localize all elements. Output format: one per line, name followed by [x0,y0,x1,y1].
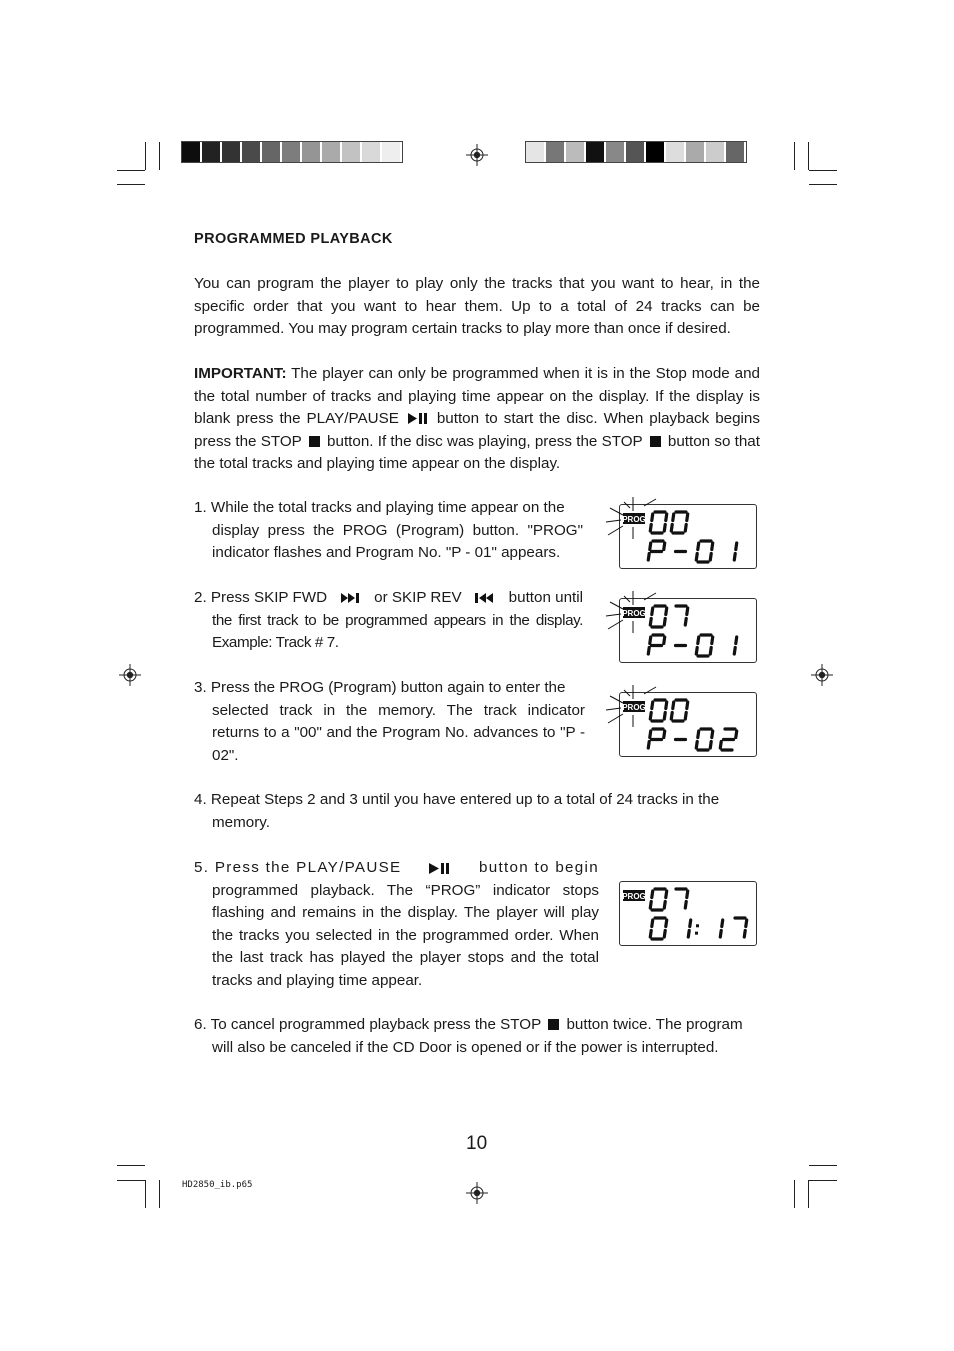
step-number: 3. [194,679,207,696]
step-2 [194,587,583,655]
crop-mark [809,170,837,171]
skip-fwd-icon [341,593,361,603]
step-number: 5. [194,859,210,876]
lcd-digit [696,635,712,656]
lcd-digit [648,729,664,748]
svg-text:PROG: PROG [622,703,646,712]
lcd-digit [696,541,712,562]
important-text-2: button to start the disc. When playback begins press the STOP [194,410,760,450]
registration-crosshair-icon [119,664,141,686]
crop-mark [808,142,809,170]
step-text: While the total tracks and playing time appear on the [210,499,565,516]
crop-mark [794,142,795,170]
step-text: the first track to be programmed appears in the display. Example: Track # 7. [212,611,583,651]
step-1 [194,497,583,565]
step-text: button to begin [478,859,599,876]
important-label: IMPORTANT: [194,365,287,382]
lcd-digit [688,920,690,937]
step-text: selected track in the memory. The track indicator returns to a "00" and the Program No. advances to "P - 02". [212,701,585,764]
step-text: will also be canceled if the CD Door is opened or if the power is interrupted. [212,1038,719,1056]
step-text: or SKIP REV [374,589,462,606]
registration-crosshair-icon [811,664,833,686]
lcd-digit [648,541,664,560]
step-number: 6. [194,1016,207,1033]
crop-mark [808,1180,809,1208]
stop-icon [548,1019,559,1030]
lcd-digit [676,606,688,625]
important-paragraph [194,363,760,476]
intro-paragraph: You can program the player to play only the tracks that you want to hear, in the specific order that you want to hear them. Up to a total of 24 tracks can be programmed. You may program certain tracks to play more than once if desired. [194,275,760,337]
prog-indicator [622,890,646,901]
step-text: display press the PROG (Program) button. "PROG" indicator flashes and Program No. "P - 01" appears. [212,521,583,561]
prog-indicator [622,607,646,618]
skip-rev-icon [475,593,495,603]
lcd-colon [695,924,699,934]
lcd-digit [696,729,712,750]
play-pause-icon [429,863,451,874]
step-text: Press the PLAY/PAUSE [214,859,402,876]
step-text: Press the PROG (Program) button again to enter the [210,679,566,696]
lcd-display-1 [619,504,757,569]
lcd-digit [650,606,666,627]
svg-text:PROG: PROG [622,892,646,901]
lcd-digit [720,729,736,750]
step-text: Press SKIP FWD [210,589,328,606]
prog-indicator [622,701,646,712]
lcd-digit [734,543,736,560]
crop-mark [145,142,146,170]
lcd-display-4 [619,881,757,946]
gray-calibration-bar-right [525,141,747,163]
crop-mark [159,142,160,170]
step-3 [194,677,585,767]
crop-mark [809,184,837,185]
section-heading: PROGRAMMED PLAYBACK [194,231,393,247]
stop-icon [309,436,320,447]
step-text: programmed playback. The “PROG” indicator stops flashing and remains in the display. The player will play the tracks you selected in the programmed order. When the last track has played the player stops and the total tracks and playing time appear. [212,881,599,989]
crop-mark [117,1165,145,1166]
play-pause-icon [408,413,428,424]
lcd-digit [735,918,747,937]
stop-icon [650,436,661,447]
lcd-digit [650,512,666,533]
crop-mark [794,1180,795,1208]
step-5 [194,857,599,992]
lcd-digit [720,920,722,937]
crop-mark [117,1180,145,1181]
step-text: To cancel programmed playback press the STOP [210,1016,541,1033]
crop-mark [159,1180,160,1208]
svg-text:PROG: PROG [622,609,646,618]
step-text: button until [508,589,583,606]
registration-crosshair-icon [466,144,488,166]
lcd-digit [650,889,666,910]
step-number: 1. [194,499,207,516]
important-text-3: button. If the disc was playing, press the STOP [327,432,643,450]
lcd-digit [734,637,736,654]
crop-mark [809,1165,837,1166]
lcd-digit [650,918,666,939]
step-text: memory. [212,813,270,831]
important-text-1: The player can only be programmed when it is in the Stop mode and the total number of tracks and playing time appear on the display. If the display is blank press the PLAY/PAUSE [194,365,760,427]
prog-indicator [622,513,646,524]
lcd-display-3 [619,692,757,757]
registration-crosshair-icon [466,1182,488,1204]
step-number: 4. [194,791,207,808]
crop-mark [117,184,145,185]
step-text: button twice. The program [566,1016,743,1033]
lcd-digit [671,512,687,533]
crop-mark [145,1180,146,1208]
step-text: Repeat Steps 2 and 3 until you have entered up to a total of 24 tracks in the [210,791,720,808]
important-text-4: button so that the total tracks and playing time appear on the display. [194,432,760,472]
lcd-digit [650,700,666,721]
step-number: 2. [194,589,207,606]
lcd-display-2 [619,598,757,663]
gray-calibration-bar-left [181,141,403,163]
crop-mark [809,1180,837,1181]
svg-text:PROG: PROG [622,515,646,524]
step-6 [194,1014,760,1059]
step-4 [194,789,760,834]
file-code: HD2850_ib.p65 [182,1180,253,1190]
lcd-digit [671,700,687,721]
page-number: 10 [466,1133,488,1154]
lcd-digit [676,889,688,908]
lcd-digit [648,635,664,654]
crop-mark [117,170,145,171]
